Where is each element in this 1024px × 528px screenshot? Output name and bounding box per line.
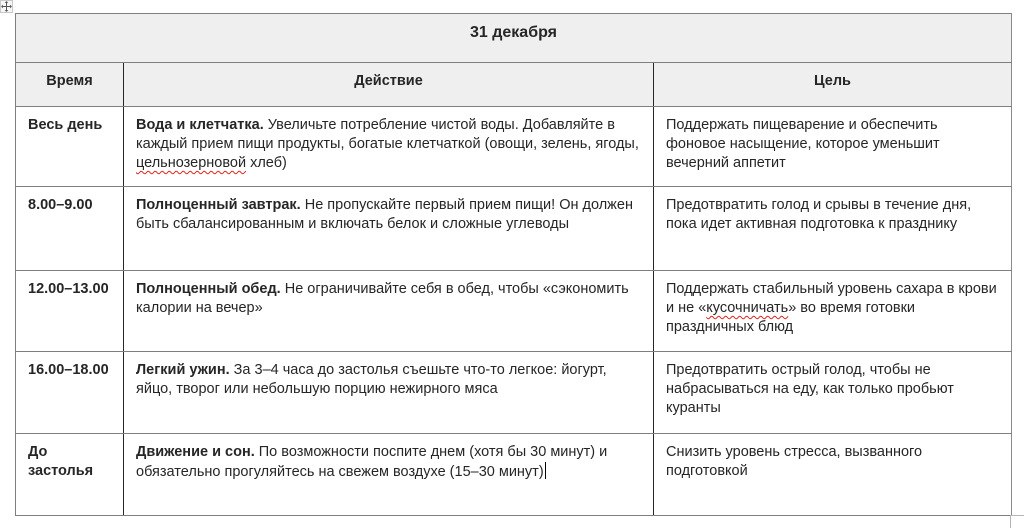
action-text: Не пропускайте первый прием пищи! Он должен быть сбалансированным и включать белок и сложные углеводы [136,197,633,232]
table-resize-icon[interactable] [1010,515,1024,528]
action-cell[interactable] [124,107,654,187]
action-title: Легкий ужин. [136,362,230,378]
goal-text: Поддержать стабильный уровень сахара в крови и не « [666,281,997,316]
time-cell[interactable]: Весь день [16,107,124,187]
action-title: Полноценный обед. [136,281,281,297]
action-cell[interactable] [124,434,654,516]
time-cell[interactable]: До застолья [16,434,124,516]
table-row [16,107,1012,187]
action-text: Не ограничивайте себя в обед, чтобы «сэкономить калории на вечер» [136,281,629,316]
goal-cell[interactable]: Поддержать пищеварение и обеспечить фоновое насыщение, которое уменьшит вечерний аппетит [654,107,1012,187]
move-arrows-icon [1,1,12,12]
table-row [16,187,1012,271]
goal-text: » во время готовки праздничных блюд [666,300,916,335]
action-cell[interactable] [124,271,654,352]
column-header-action[interactable]: Действие [124,63,654,107]
goal-cell[interactable]: Предотвратить голод и срывы в течение дня, пока идет активная подготовка к празднику [654,187,1012,271]
action-cell[interactable] [124,187,654,271]
action-title: Движение и сон. [136,444,255,460]
time-cell[interactable]: 12.00–13.00 [16,271,124,352]
action-text: хлеб) [246,155,287,171]
goal-cell[interactable]: Снизить уровень стресса, вызванного подготовкой [654,434,1012,516]
column-header-time[interactable]: Время [16,63,124,107]
table-row [16,271,1012,352]
goal-cell[interactable]: Предотвратить острый голод, чтобы не набрасываться на еду, как только пробьют куранты [654,352,1012,434]
time-cell[interactable]: 16.00–18.00 [16,352,124,434]
goal-cell[interactable] [654,271,1012,352]
action-text: За 3–4 часа до застолья съешьте что-то легкое: йогурт, яйцо, творог или небольшую порцию нежирного мяса [136,362,607,397]
time-cell[interactable]: 8.00–9.00 [16,187,124,271]
action-text: По возможности поспите днем (хотя бы 30 минут) и обязательно прогуляйтесь на свежем воздухе (15–30 минут) [136,444,608,480]
action-cell[interactable] [124,352,654,434]
table-title[interactable]: 31 декабря [16,14,1012,63]
text-cursor [545,462,546,479]
column-header-goal[interactable]: Цель [654,63,1012,107]
table-title-row [16,14,1012,63]
action-title: Полноценный завтрак. [136,197,301,213]
spellcheck-flagged-word[interactable]: цельнозерновой [136,155,247,171]
action-title: Вода и клетчатка. [136,117,264,133]
action-text: Увеличьте потребление чистой воды. Добавляйте в каждый прием пищи продукты, богатые клетчаткой (овощи, зелень, ягоды, [136,117,639,152]
schedule-table [15,13,1012,516]
table-row [16,352,1012,434]
column-header-row [16,63,1012,107]
table-row [16,434,1012,516]
table-move-handle[interactable] [0,0,13,13]
spellcheck-flagged-word[interactable]: кусочничать [706,300,789,316]
